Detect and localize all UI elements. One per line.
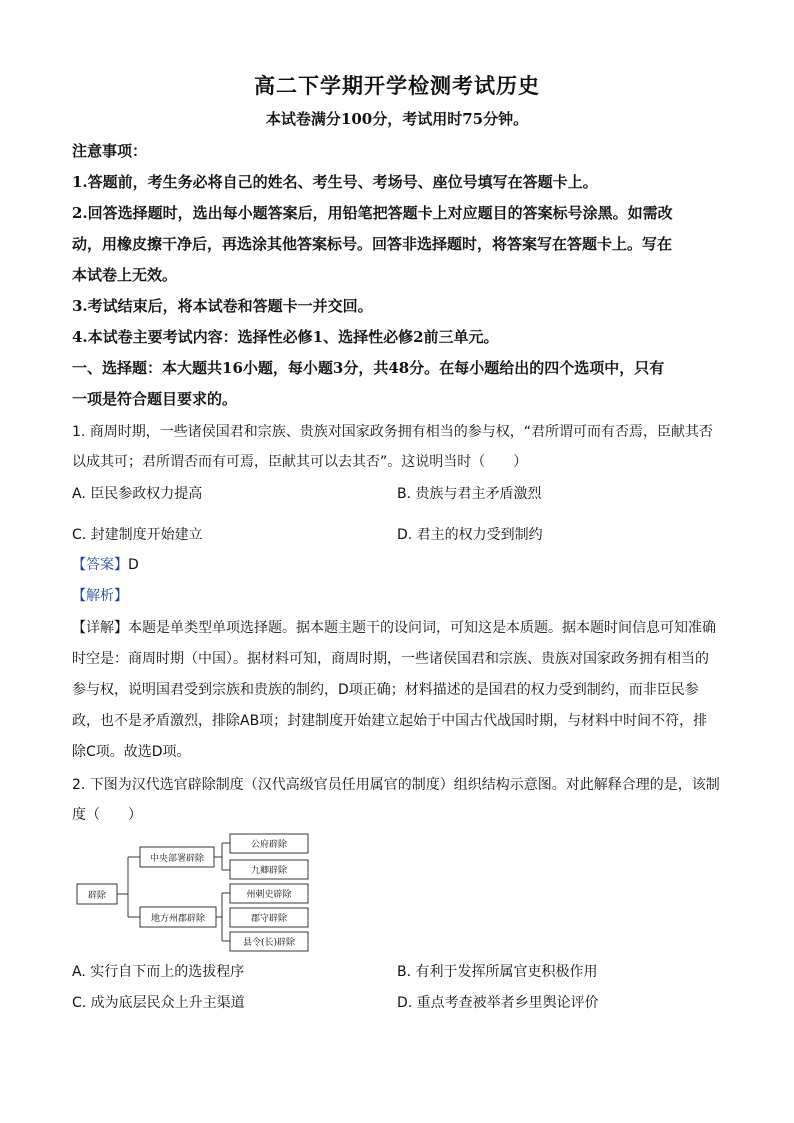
page-subtitle: 本试卷满分100分，考试用时75分钟。 <box>265 110 529 128</box>
question-2-stem: 2. 下图为汉代选官辟除制度（汉代高级官员任用属官的制度）组织结构示意图。对此解释合理的是，该制 <box>72 777 720 793</box>
q2-option-a: A. 实行自下而上的选拔程序 <box>72 964 245 980</box>
diagram-leaf-label: 郡守辟除 <box>250 914 288 924</box>
notice-line: 2.回答选择题时，选出每小题答案后，用铅笔把答题卡上对应题目的答案标号涂黑。如需改 <box>72 204 673 222</box>
section-heading: 一、选择题：本大题共16小题，每小题3分，共48分。在每小题给出的四个选项中，只有 <box>72 359 665 377</box>
q1-detail: 参与权，说明国君受到宗族和贵族的制约，D项正确；材料描述的是国君的权力受到制约，而非臣民参 <box>72 682 699 698</box>
notice-line: 1.答题前，考生务必将自己的姓名、考生号、考场号、座位号填写在答题卡上。 <box>72 173 598 191</box>
q2-option-b: B. 有利于发挥所属官吏积极作用 <box>397 964 598 980</box>
notice-line: 4.本试卷主要考试内容：选择性必修1、选择性必修2前三单元。 <box>72 328 499 346</box>
q1-detail: 政，也不是矛盾激烈，排除AB项；封建制度开始建立起始于中国古代战国时期，与材料中时间不符，排 <box>72 713 708 729</box>
q2-option-d: D. 重点考查被举者乡里舆论评价 <box>397 995 599 1011</box>
diagram-root-label: 辟除 <box>87 891 107 901</box>
q2-option-c: C. 成为底层民众上升主渠道 <box>72 995 245 1011</box>
diagram-leaf-label: 九卿辟除 <box>250 866 288 876</box>
q1-option-d: D. 君主的权力受到制约 <box>397 527 543 543</box>
question-2-stem: 度（ ） <box>72 807 142 823</box>
diagram-leaf-label: 州刺史辟除 <box>246 890 292 900</box>
q1-option-b: B. 贵族与君主矛盾激烈 <box>397 486 542 502</box>
q1-detail: 除C项。故选D项。 <box>72 744 191 760</box>
q1-analysis-label: 【解析】 <box>72 588 128 604</box>
answer-label: 【答案】 <box>72 557 128 573</box>
org-chart-diagram <box>76 833 312 955</box>
q1-option-a: A. 臣民参政权力提高 <box>72 486 203 502</box>
diagram-branch-label: 地方州郡辟除 <box>150 914 206 924</box>
notice-line: 本试卷上无效。 <box>72 266 178 284</box>
notice-line: 动，用橡皮擦干净后，再选涂其他答案标号。回答非选择题时，将答案写在答题卡上。写在 <box>72 235 673 253</box>
diagram-leaf-label: 县令(长)辟除 <box>242 938 296 948</box>
q1-option-c: C. 封建制度开始建立 <box>72 527 203 543</box>
section-heading: 一项是符合题目要求的。 <box>72 390 238 408</box>
q1-detail: 时空是：商周时期（中国）。据材料可知，商周时期，一些诸侯国君和宗族、贵族对国家政务拥有相当的 <box>72 651 709 667</box>
notice-line: 3.考试结束后，将本试卷和答题卡一并交回。 <box>72 297 373 315</box>
answer-value: D <box>128 557 139 573</box>
question-1-stem: 1. 商周时期，一些诸侯国君和宗族、贵族对国家政务拥有相当的参与权，“君所谓可而有否焉，臣献其否 <box>72 424 714 440</box>
question-1-stem: 以成其可；君所谓否而有可焉，臣献其可以去其否”。这说明当时（ ） <box>72 454 528 470</box>
notice-heading: 注意事项： <box>72 142 148 160</box>
q1-answer <box>72 555 139 575</box>
diagram-leaf-label: 公府辟除 <box>250 840 288 850</box>
q1-detail: 【详解】本题是单类型单项选择题。据本题主题干的设问词，可知这是本质题。据本题时间信息可知准确 <box>72 620 716 636</box>
diagram-branch-label: 中央部署辟除 <box>149 854 205 864</box>
page-title: 高二下学期开学检测考试历史 <box>254 73 540 98</box>
